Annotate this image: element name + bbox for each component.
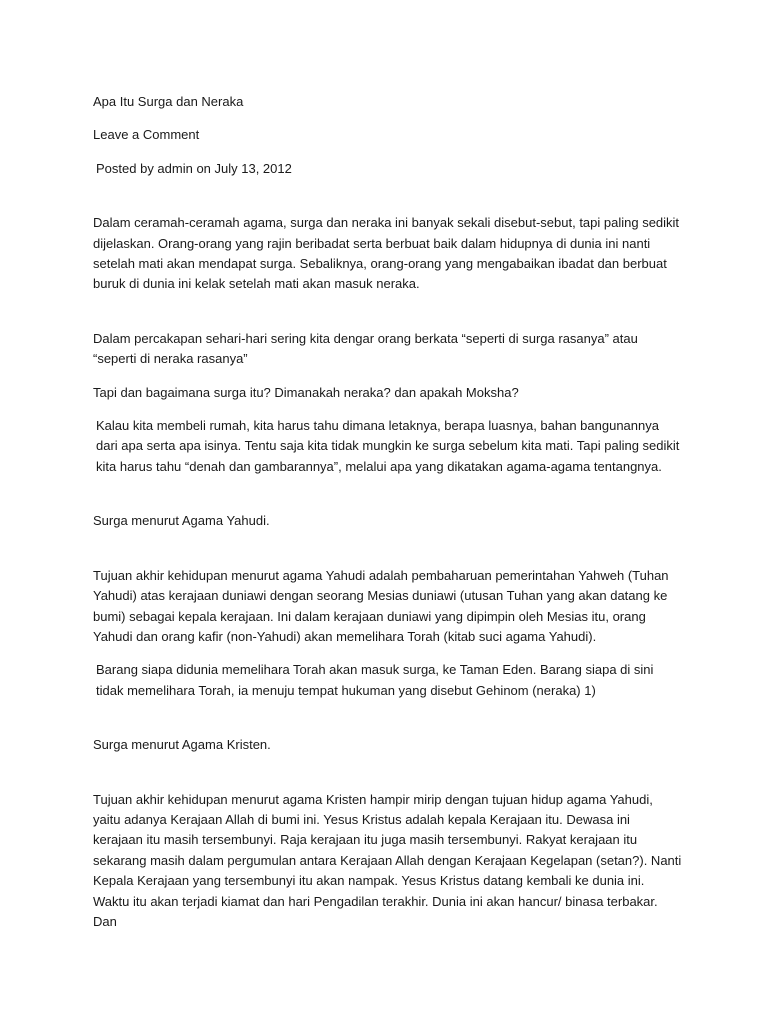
post-meta: Posted by admin on July 13, 2012 — [96, 160, 292, 176]
document-body — [93, 92, 683, 932]
paragraph-house-analogy: Kalau kita membeli rumah, kita harus tahu dimana letaknya, berapa luasnya, bahan bangunannya dari apa serta apa isinya. Tentu saja kita tidak mungkin ke surga sebelum kita mati. Tapi paling sedikit kita harus tahu “denah dan gambarannya”, melalui apa yang dikatakan agama-agama tentangnya. — [96, 418, 680, 474]
leave-comment-link[interactable]: Leave a Comment — [93, 127, 200, 143]
paragraph-question: Tapi dan bagaimana surga itu? Dimanakah neraka? dan apakah Moksha? — [93, 384, 519, 400]
article-title: Apa Itu Surga dan Neraka — [93, 94, 244, 109]
heading-yahudi: Surga menurut Agama Yahudi. — [93, 513, 270, 529]
heading-kristen: Surga menurut Agama Kristen. — [93, 737, 271, 753]
paragraph-yahudi-torah: Barang siapa didunia memelihara Torah akan masuk surga, ke Taman Eden. Barang siapa di sini tidak memelihara Torah, ia menuju tempat hukuman yang disebut Gehinom (neraka) 1) — [96, 662, 654, 698]
paragraph-yahudi-goal: Tujuan akhir kehidupan menurut agama Yahudi adalah pembaharuan pemerintahan Yahweh (Tuhan Yahudi) atas kerajaan duniawi dengan seorang Mesias duniawi (utusan Tuhan yang akan datang ke bumi) sebagai kepala kerajaan. Ini dalam kerajaan duniawi yang dipimpin oleh Mesias itu, orang Yahudi dan orang kafir (non-Yahudi) akan memelihara Torah (kitab suci agama Yahudi). — [93, 567, 669, 644]
paragraph-conversation: Dalam percakapan sehari-hari sering kita dengar orang berkata “seperti di surga rasanya” atau “seperti di neraka rasanya” — [93, 330, 638, 367]
paragraph-intro: Dalam ceramah-ceramah agama, surga dan neraka ini banyak sekali disebut-sebut, tapi paling sedikit dijelaskan. Orang-orang yang rajin beribadat serta berbuat baik dalam hidupnya di dunia ini nanti setelah mati akan mendapat surga. Sebaliknya, orang-orang yang mengabaikan ibadat dan berbuat buruk di dunia ini kelak setelah mati akan masuk neraka. — [93, 215, 680, 292]
paragraph-kristen-goal: Tujuan akhir kehidupan menurut agama Kristen hampir mirip dengan tujuan hidup agama Yahudi, yaitu adanya Kerajaan Allah di bumi ini. Yesus Kristus adalah kepala Kerajaan itu. Dewasa ini kerajaan itu masih tersembunyi. Raja kerajaan itu juga masih tersembunyi. Rakyat kerajaan itu sekarang masih dalam pergumulan antara Kerajaan Allah dengan Kerajaan Kegelapan (setan?). Nanti Kepala Kerajaan yang tersembunyi itu akan nampak. Yesus Kristus datang kembali ke dunia ini. Waktu itu akan terjadi kiamat dan hari Pengadilan terakhir. Dunia ini akan hancur/ binasa terbakar. Dan — [93, 791, 682, 929]
